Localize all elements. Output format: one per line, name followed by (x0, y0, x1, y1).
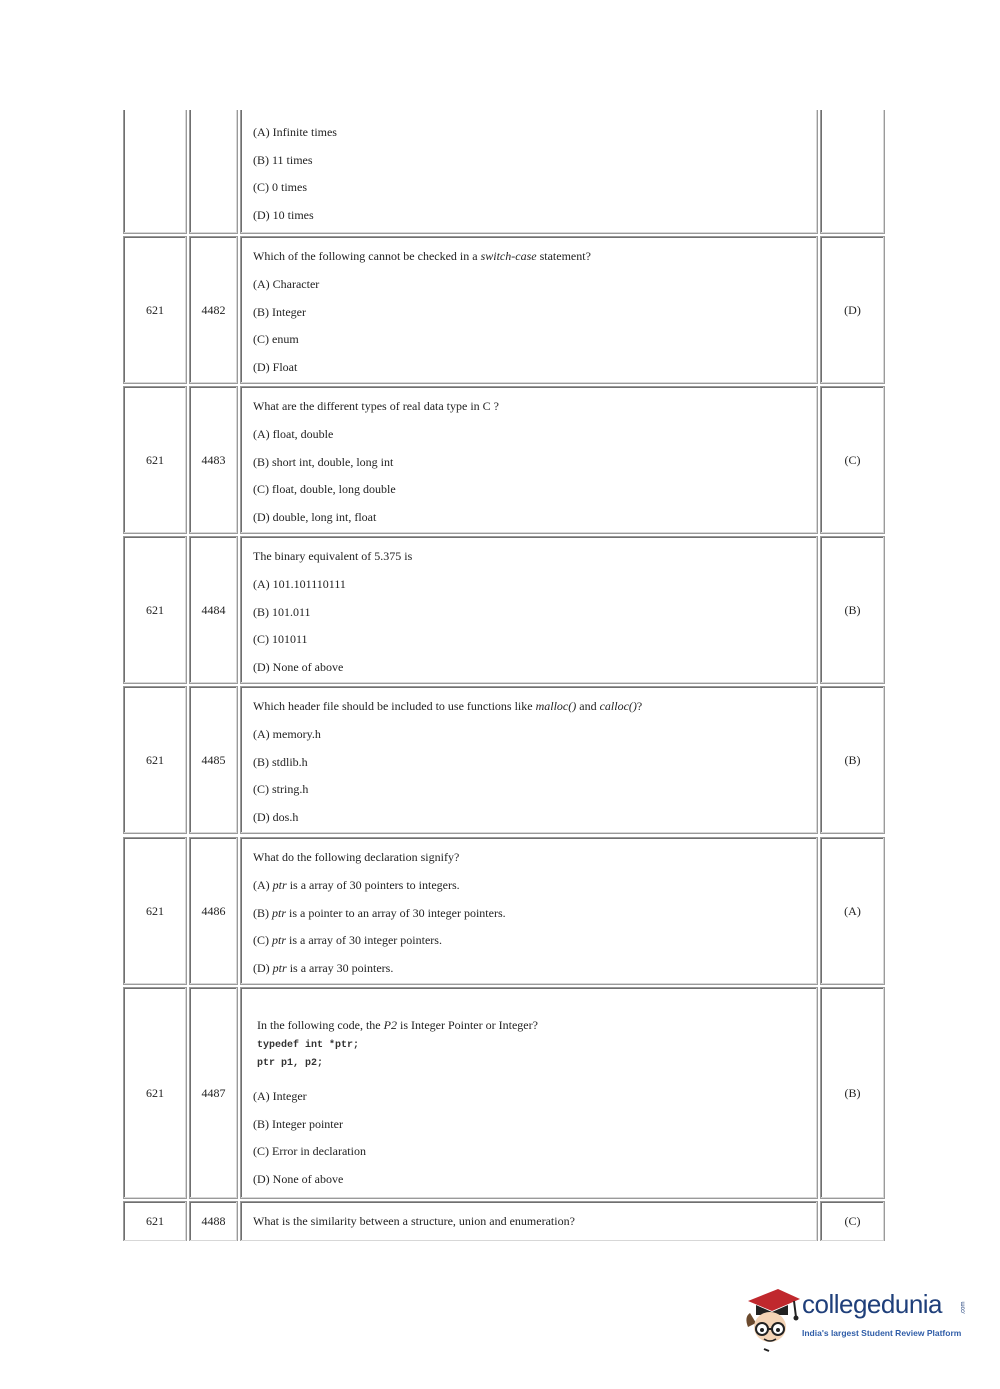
question-number-cell: 4485 (189, 686, 238, 834)
question-cell (240, 1201, 818, 1241)
table-row (123, 837, 885, 985)
brand-suffix: .com (960, 1301, 967, 1315)
option-d: (D) None of above (253, 1172, 344, 1186)
option-d: (D) 10 times (253, 208, 314, 222)
option-c: (C) 101011 (253, 632, 308, 646)
option-d: (D) dos.h (253, 810, 299, 824)
question-number-cell: 4488 (189, 1201, 238, 1241)
question-number-cell: 4482 (189, 236, 238, 384)
option-b: (B) short int, double, long int (253, 455, 394, 469)
question-number-cell: 4487 (189, 987, 238, 1199)
answer-cell: (B) (820, 686, 885, 834)
option-d: (D) double, long int, float (253, 510, 377, 524)
option-c: (C) enum (253, 332, 299, 346)
subject-code-cell: 621 (123, 987, 187, 1199)
option-c: (C) float, double, long double (253, 482, 396, 496)
question-text: Which of the following cannot be checked in a switch-case statement? (253, 249, 591, 263)
question-cell (240, 236, 818, 384)
table-row (123, 1201, 885, 1241)
brand-tagline: India's largest Student Review Platform (802, 1328, 962, 1338)
answer-cell: (A) (820, 837, 885, 985)
table-row (123, 536, 885, 684)
option-b: (B) ptr is a pointer to an array of 30 integer pointers. (253, 906, 506, 920)
table-row (123, 236, 885, 384)
subject-code-cell (123, 110, 187, 234)
table-row (123, 386, 885, 534)
option-d: (D) ptr is a array 30 pointers. (253, 961, 394, 975)
option-b: (B) Integer pointer (253, 1117, 343, 1131)
code-line: ptr p1, p2; (257, 1058, 324, 1069)
option-c: (C) 0 times (253, 180, 307, 194)
question-text: In the following code, the P2 is Integer Pointer or Integer? (257, 1018, 538, 1032)
option-a: (A) memory.h (253, 727, 321, 741)
question-number-cell: 4486 (189, 837, 238, 985)
option-c: (C) Error in declaration (253, 1144, 366, 1158)
answer-cell (820, 110, 885, 234)
question-cell (240, 686, 818, 834)
option-b: (B) Integer (253, 305, 306, 319)
answer-cell: (C) (820, 1201, 885, 1241)
answer-cell: (C) (820, 386, 885, 534)
table-row (123, 686, 885, 834)
option-b: (B) 11 times (253, 153, 313, 167)
subject-code-cell: 621 (123, 386, 187, 534)
subject-code-cell: 621 (123, 536, 187, 684)
option-a: (A) Infinite times (253, 125, 337, 139)
option-b: (B) stdlib.h (253, 755, 308, 769)
mascot-icon (742, 1283, 804, 1353)
answer-cell: (B) (820, 536, 885, 684)
table-row (123, 110, 885, 234)
question-text: What are the different types of real data type in C ? (253, 399, 500, 413)
subject-code-cell: 621 (123, 1201, 187, 1241)
option-a: (A) float, double (253, 427, 334, 441)
option-c: (C) ptr is a array of 30 integer pointers. (253, 933, 442, 947)
question-cell (240, 110, 818, 234)
answer-cell: (D) (820, 236, 885, 384)
option-b: (B) 101.011 (253, 605, 311, 619)
code-line: typedef int *ptr; (257, 1040, 360, 1051)
question-text: Which header file should be included to use functions like malloc() and calloc()? (253, 699, 643, 713)
subject-code-cell: 621 (123, 236, 187, 384)
question-text: The binary equivalent of 5.375 is (253, 549, 413, 563)
question-number-cell (189, 110, 238, 234)
question-table (123, 110, 885, 1241)
question-cell (240, 536, 818, 684)
option-c: (C) string.h (253, 782, 309, 796)
table-row (123, 987, 885, 1199)
brand-name: collegedunia (802, 1289, 943, 1319)
collegedunia-logo (742, 1283, 972, 1353)
option-d: (D) None of above (253, 660, 344, 674)
question-cell (240, 386, 818, 534)
answer-cell: (B) (820, 987, 885, 1199)
option-a: (A) 101.101110111 (253, 577, 346, 591)
option-d: (D) Float (253, 360, 298, 374)
option-a: (A) Character (253, 277, 320, 291)
question-number-cell: 4483 (189, 386, 238, 534)
question-cell (240, 987, 818, 1199)
subject-code-cell: 621 (123, 837, 187, 985)
question-text: What do the following declaration signify? (253, 850, 460, 864)
question-number-cell: 4484 (189, 536, 238, 684)
subject-code-cell: 621 (123, 686, 187, 834)
option-a: (A) Integer (253, 1089, 307, 1103)
question-cell (240, 837, 818, 985)
question-text: What is the similarity between a structure, union and enumeration? (253, 1214, 575, 1228)
option-a: (A) ptr is a array of 30 pointers to integers. (253, 878, 460, 892)
